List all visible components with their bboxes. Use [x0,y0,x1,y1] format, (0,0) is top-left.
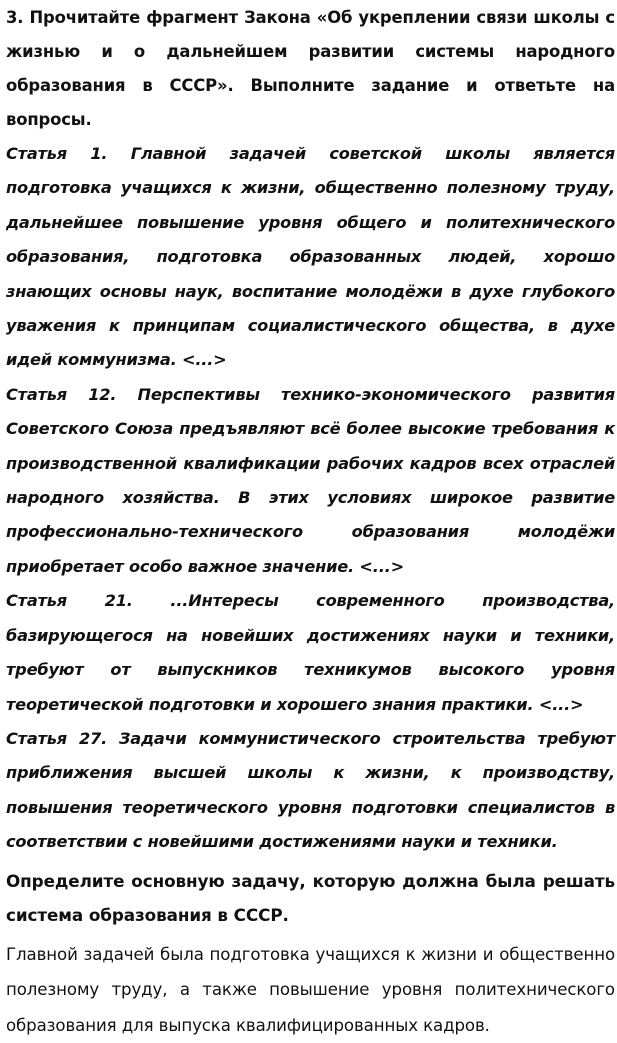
article-27-label: Статья 27. [6,728,108,748]
article-12-label: Статья 12. [6,384,117,404]
question: Определите основную задачу, которую должна была решать система образования в СССР. [6,870,615,926]
article-1 [6,137,615,378]
article-21 [6,584,615,722]
article-21-text: ...Интересы современного производства, базирующегося на новейших достижениях науки и техники, требуют от выпускников техникумов высокого уровня теоретической подготовки и хорошего знания практики. <...> [6,591,616,714]
article-1-text: Главной задачей советской школы является подготовка учащихся к жизни, общественно полезному труду, дальнейшее повышение уровня общего и политехнического образования, подготовка образованных людей, хорошо знающих основы наук, воспитание молодёжи в духе глубокого уважения к принципам социалистического общества, в духе идей коммунизма. <...> [6,144,615,370]
law-excerpt [6,137,615,860]
article-12 [6,378,615,584]
article-27 [6,722,615,860]
answer: Главной задачей была подготовка учащихся к жизни и общественно полезному труду, а также повышение уровня политехнического образования для выпуска квалифицированных кадров. [6,944,615,1035]
article-1-label: Статья 1. [6,144,108,163]
article-21-label: Статья 21. [6,591,133,611]
task-header: 3. Прочитайте фрагмент Закона «Об укреплении связи школы с жизнью и о дальнейшем развитии системы народного образования в СССР». Выполните задание и ответьте на вопросы. [6,8,615,129]
article-27-text: Задачи коммунистического строительства требуют приближения высшей школы к жизни, к производству, повышения теоретического уровня подготовки специалистов в соответствии с новейшими достижениями науки и техники. [6,728,615,852]
article-12-text: Перспективы технико-экономического развития Советского Союза предъявляют всё более высокие требования к производственной квалификации рабочих кадров всех отраслей народного хозяйства. В этих условиях широкое развитие профессионально-технического образования молодёжи приобретает особо важное значение. <...> [6,384,615,576]
